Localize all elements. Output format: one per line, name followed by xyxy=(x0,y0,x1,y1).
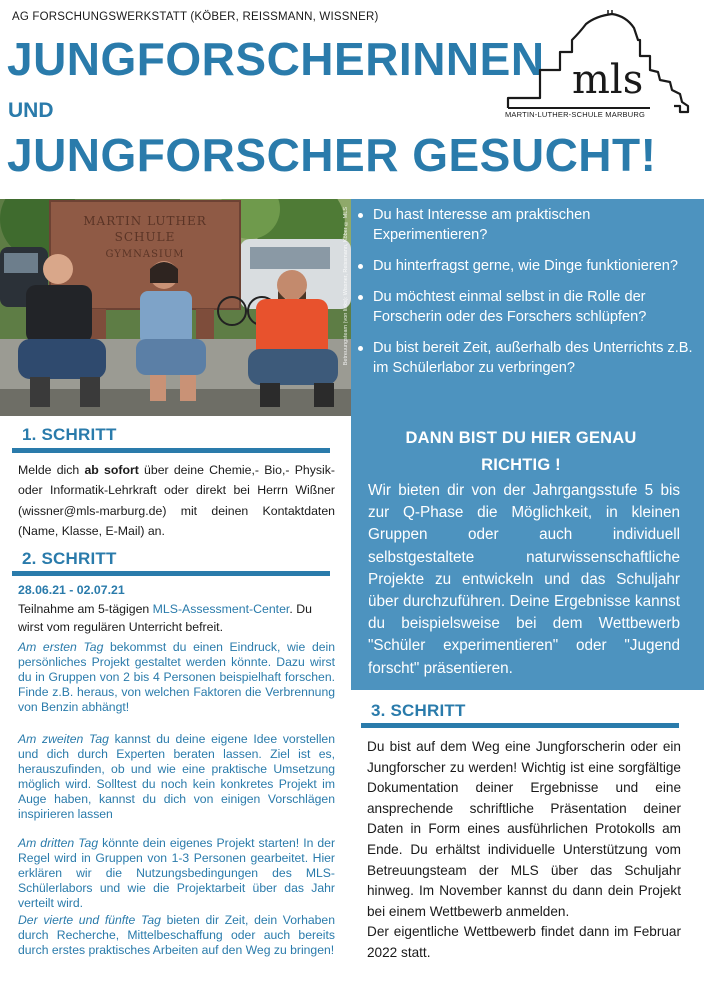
schritt2-intro: Teilnahme am 5-tägigen MLS-Assessment-Center. Du wirst vom regulären Unterricht befreit. xyxy=(18,602,312,634)
logo-text: mls xyxy=(572,57,644,103)
day1-paragraph: Am ersten Tag bekommst du einen Eindruck, wie dein persönliches Projekt gestaltet werden könnte. Dazu wirst du in Gruppen von 2 bis 4 Personen beispielhaft forschen. Finde z.B. heraus, von welchen Faktoren die Verbrennung von Benzin abhängt! xyxy=(18,640,335,714)
day2-paragraph: Am zweiten Tag kannst du deine eigene Idee vorstellen und dich durch Experten beraten lassen. Ziel ist es, herauszufinden, ob und wie eine praktische Umsetzung möglich wird. Solltest du noch kein konkretes Projekt im Auge haben, kannst du dich von einigen Vorschlägen inspirieren lassen xyxy=(18,732,335,821)
title-und: UND xyxy=(8,99,54,122)
team-photo xyxy=(0,199,351,416)
schritt3-paragraph-1: Du bist auf dem Weg eine Jungforscherin oder ein Jungforscher zu werden! Wichtig ist eine sorgfältige Dokumentation deiner Ergebnisse und eine ansprechende schriftliche Präsentation deiner Daten in Form eines ausführlichen Protokolls am Ende. Du erhältst individuelle Unterstützung vom Betreuungsteam der MLS über das Schuljahr hinweg. Im November kannst du dann dein Projekt bei einem Wettbewerb anmelden. xyxy=(367,739,681,919)
bullet-icon xyxy=(358,346,363,351)
team-photo-illustration xyxy=(0,199,351,416)
sign-line-1: MARTIN LUTHER xyxy=(83,214,207,228)
question-list xyxy=(357,205,697,389)
schritt3-heading: 3. SCHRITT xyxy=(371,701,466,720)
assessment-center-link[interactable]: MLS-Assessment-Center xyxy=(152,602,290,616)
title-line-2: JUNGFORSCHER GESUCHT! xyxy=(7,129,657,181)
question-text: Du hinterfragst gerne, wie Dinge funktionieren? xyxy=(373,258,679,274)
sign-line-2: SCHULE xyxy=(114,230,176,244)
logo-subtitle: MARTIN-LUTHER-SCHULE MARBURG xyxy=(504,110,646,119)
schritt2-heading: 2. SCHRITT xyxy=(22,549,117,568)
question-text: Du möchtest einmal selbst in die Rolle der Forscherin oder des Forschers schlüpfen? xyxy=(373,289,647,325)
schritt2-bar xyxy=(12,571,330,576)
bullet-icon xyxy=(358,264,363,269)
dann-heading xyxy=(371,425,671,479)
question-text: Du bist bereit Zeit, außerhalb des Unterrichts z.B. im Schülerlabor zu verbringen? xyxy=(373,340,693,376)
schritt3-paragraph-2: Der eigentliche Wettbewerb findet dann im Februar 2022 statt. xyxy=(367,924,681,960)
schritt3-text xyxy=(367,737,681,964)
schritt1-text: Melde dich ab sofort über deine Chemie,- Bio,- Physik- oder Informatik-Lehrkraft oder direkt bei Herrn Wißner (wissner@mls-marburg.de) mit deinen Kontaktdaten (Name, Klasse, E-Mail) an. xyxy=(18,463,336,538)
dann-line-2: RICHTIG ! xyxy=(481,456,561,474)
bullet-icon xyxy=(358,295,363,300)
question-text: Du hast Interesse am praktischen Experimentieren? xyxy=(373,207,591,243)
title-line-1: JUNGFORSCHERINNEN xyxy=(7,33,545,85)
question-item xyxy=(357,256,697,276)
question-item xyxy=(357,205,697,245)
day45-paragraph: Der vierte und fünfte Tag bieten dir Zeit, dein Vorhaben durch Recherche, Mittelbeschaffung oder auch bereits durch erstes praktisches Arbeiten auf den Weg zu bringen! xyxy=(18,913,335,957)
schritt1-bar xyxy=(12,448,330,453)
photo-credit: Betreuungsteam (von links): Wissner, Reissmann, Köber © MLS xyxy=(343,207,349,366)
bullet-icon xyxy=(358,213,363,218)
dann-line-1: DANN BIST DU HIER GENAU xyxy=(405,429,637,447)
day3-paragraph: Am dritten Tag könnte dein eigenes Projekt starten! In der Regel wird in Gruppen von 1-3 Personen gearbeitet. Hier erklären wir die Nutzungsbedingungen des MLS- Schülerlabors und wie die Projektarbeit über das Jahr verteilt wird. xyxy=(18,836,336,910)
blue-info-box xyxy=(351,199,704,690)
sign-line-3: GYMNASIUM xyxy=(105,249,185,260)
question-item xyxy=(357,338,697,378)
offer-text: Wir bieten dir von der Jahrgangsstufe 5 bis zur Q-Phase die Möglichkeit, in kleinen Gruppen oder auch individuell selbstgestaltete naturwissenschaftliche Projekte zu entwickeln und das Schuljahr über durchzuführen. Deine Ergebnisse kannst du beispielsweise bei dem Wettbewerb "Schüler experimentieren" oder "Jugend forscht" präsentieren. xyxy=(368,482,680,677)
schritt3-bar xyxy=(361,723,679,728)
mls-logo xyxy=(500,10,698,120)
schritt2-dates: 28.06.21 - 02.07.21 xyxy=(18,583,125,597)
schritt1-heading: 1. SCHRITT xyxy=(22,425,117,444)
ag-line: AG FORSCHUNGSWERKSTATT (KÖBER, REISSMANN, WISSNER) xyxy=(12,11,379,23)
question-item xyxy=(357,287,697,327)
